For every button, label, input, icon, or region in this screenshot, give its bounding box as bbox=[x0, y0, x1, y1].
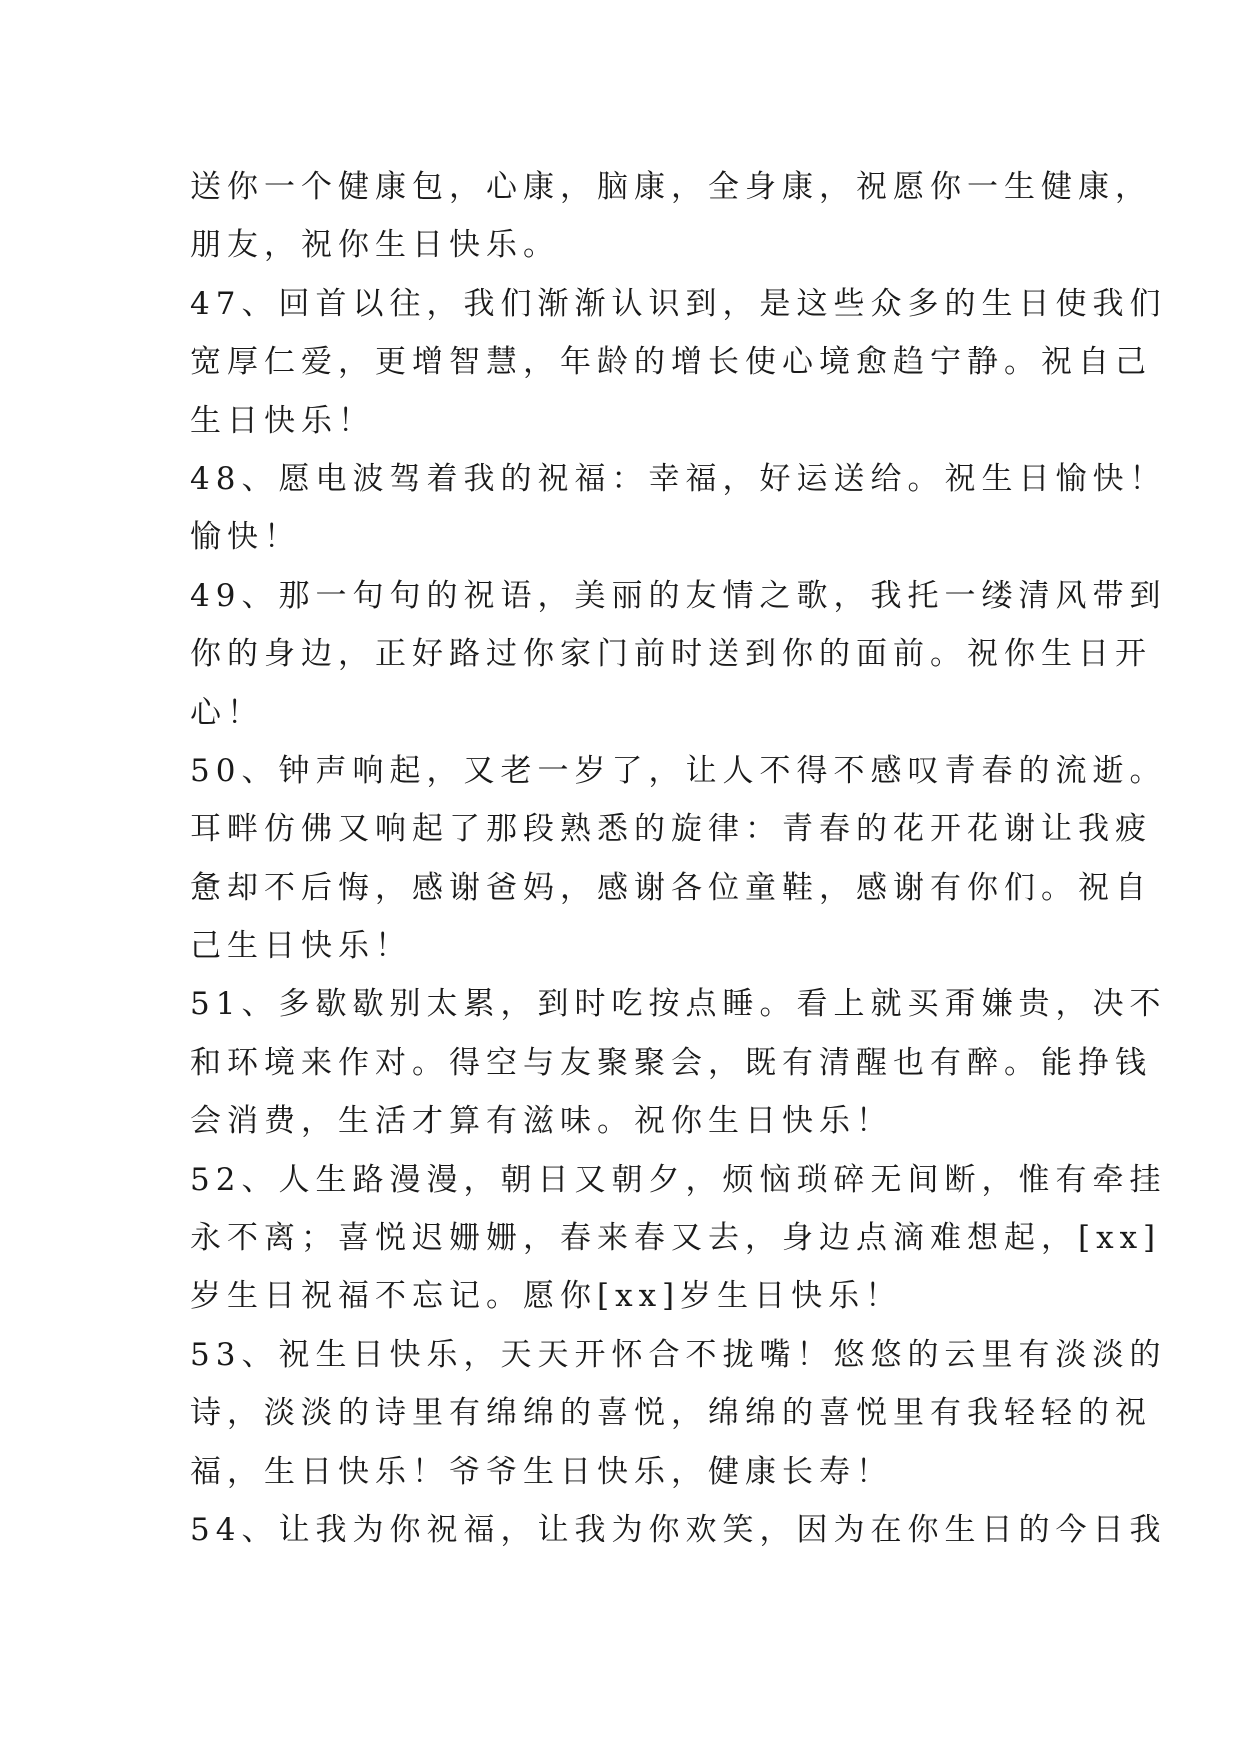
text-line: 福，生日快乐！爷爷生日快乐，健康长寿！ bbox=[190, 1453, 893, 1490]
text-line: 生日快乐！ bbox=[190, 402, 375, 439]
text-line: 51、多歇歇别太累，到时吃按点睡。看上就买甭嫌贵，决不 bbox=[190, 986, 1167, 1023]
text-line: 宽厚仁爱，更增智慧，年龄的增长使心境愈趋宁静。祝自己 bbox=[190, 344, 1152, 381]
text-line: 53、祝生日快乐，天天开怀合不拢嘴！悠悠的云里有淡淡的 bbox=[190, 1336, 1167, 1373]
text-line: 会消费，生活才算有滋味。祝你生日快乐！ bbox=[190, 1103, 893, 1140]
text-line: 52、人生路漫漫，朝日又朝夕，烦恼琐碎无间断，惟有牵挂 bbox=[190, 1161, 1167, 1198]
text-line: 耳畔仿佛又响起了那段熟悉的旋律：青春的花开花谢让我疲 bbox=[190, 811, 1152, 848]
text-line: 和环境来作对。得空与友聚聚会，既有清醒也有醉。能挣钱 bbox=[190, 1044, 1152, 1081]
text-line: 心！ bbox=[190, 694, 264, 731]
text-line: 48、愿电波驾着我的祝福：幸福，好运送给。祝生日愉快！ bbox=[190, 460, 1167, 497]
text-line: 49、那一句句的祝语，美丽的友情之歌，我托一缕清风带到 bbox=[190, 577, 1167, 614]
text-line: 50、钟声响起，又老一岁了，让人不得不感叹青春的流逝。 bbox=[190, 752, 1167, 789]
text-line: 朋友，祝你生日快乐。 bbox=[190, 227, 560, 264]
text-line: 54、让我为你祝福，让我为你欢笑，因为在你生日的今日我 bbox=[190, 1511, 1167, 1548]
text-line: 己生日快乐！ bbox=[190, 928, 412, 965]
text-line: 惫却不后悔，感谢爸妈，感谢各位童鞋，感谢有你们。祝自 bbox=[190, 869, 1152, 906]
text-line: 47、回首以往，我们渐渐认识到，是这些众多的生日使我们 bbox=[190, 285, 1167, 322]
text-line: 你的身边，正好路过你家门前时送到你的面前。祝你生日开 bbox=[190, 636, 1152, 673]
text-line: 送你一个健康包，心康，脑康，全身康，祝愿你一生健康， bbox=[190, 169, 1152, 205]
text-line: 永不离；喜悦迟姗姗，春来春又去，身边点滴难想起，[xx] bbox=[190, 1220, 1162, 1257]
text-line: 诗，淡淡的诗里有绵绵的喜悦，绵绵的喜悦里有我轻轻的祝 bbox=[190, 1395, 1152, 1432]
text-line: 岁生日祝福不忘记。愿你[xx]岁生日快乐！ bbox=[190, 1278, 903, 1315]
text-line: 愉快！ bbox=[190, 519, 301, 556]
document-body bbox=[190, 158, 1167, 1559]
